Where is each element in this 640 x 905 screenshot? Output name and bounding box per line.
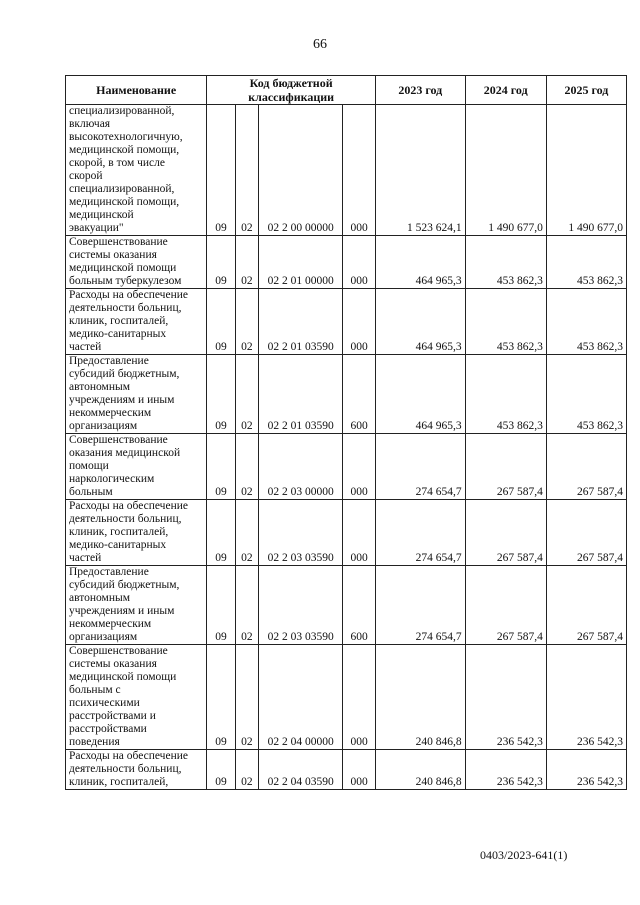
row-csr: 02 2 04 03590 [258,750,342,790]
row-2023: 240 846,8 [376,750,466,790]
row-rz: 09 [207,289,235,355]
row-2024: 267 587,4 [465,500,546,566]
row-pr: 02 [235,355,258,434]
row-2025: 236 542,3 [546,750,626,790]
row-2023: 274 654,7 [376,434,466,500]
row-2025: 1 490 677,0 [546,105,626,236]
row-vr: 600 [343,566,376,645]
row-csr: 02 2 01 03590 [258,355,342,434]
budget-table [65,75,627,790]
row-2023: 464 965,3 [376,355,466,434]
row-name: Совершенствование системы оказания медицинской помощи больным с психическими расстройствами и расстройствами поведения [66,645,207,750]
row-vr: 000 [343,105,376,236]
row-name: Расходы на обеспечение деятельности больниц, клиник, госпиталей, медико-санитарных частей [66,500,207,566]
row-2023: 1 523 624,1 [376,105,466,236]
row-2025: 453 862,3 [546,289,626,355]
row-pr: 02 [235,750,258,790]
table-row [66,289,627,355]
header-2025: 2025 год [546,76,626,105]
row-vr: 000 [343,434,376,500]
row-2023: 464 965,3 [376,289,466,355]
header-name: Наименование [66,76,207,105]
row-2025: 236 542,3 [546,645,626,750]
row-csr: 02 2 03 00000 [258,434,342,500]
row-name: Предоставление субсидий бюджетным, автономным учреждениям и иным некоммерческим организациям [66,566,207,645]
row-name: Совершенствование оказания медицинской помощи наркологическим больным [66,434,207,500]
row-pr: 02 [235,566,258,645]
document-number: 0403/2023-641(1) [480,848,568,862]
row-vr: 000 [343,289,376,355]
row-rz: 09 [207,500,235,566]
header-row [66,76,627,105]
row-vr: 000 [343,236,376,289]
row-rz: 09 [207,236,235,289]
row-2024: 453 862,3 [465,236,546,289]
row-2025: 267 587,4 [546,566,626,645]
row-2024: 236 542,3 [465,750,546,790]
page-number: 66 [313,37,327,52]
row-vr: 000 [343,750,376,790]
row-2023: 464 965,3 [376,236,466,289]
row-csr: 02 2 03 03590 [258,566,342,645]
row-rz: 09 [207,105,235,236]
row-rz: 09 [207,645,235,750]
row-csr: 02 2 03 03590 [258,500,342,566]
row-2023: 274 654,7 [376,566,466,645]
row-2024: 453 862,3 [465,289,546,355]
row-csr: 02 2 01 03590 [258,289,342,355]
row-2023: 274 654,7 [376,500,466,566]
table-row [66,355,627,434]
row-name: Совершенствование системы оказания медицинской помощи больным туберкулезом [66,236,207,289]
table-row [66,750,627,790]
table-row [66,105,627,236]
row-vr: 600 [343,355,376,434]
row-csr: 02 2 04 00000 [258,645,342,750]
row-2024: 453 862,3 [465,355,546,434]
header-2023: 2023 год [376,76,466,105]
row-name: Расходы на обеспечение деятельности больниц, клиник, госпиталей, медико-санитарных частей [66,289,207,355]
header-code: Код бюджетной классификации [207,76,376,105]
row-pr: 02 [235,105,258,236]
row-name: специализированной, включая высокотехнологичную, медицинской помощи, скорой, в том числе скорой специализированной, медицинской помощи, медицинской эвакуации" [66,105,207,236]
row-rz: 09 [207,750,235,790]
row-2025: 267 587,4 [546,500,626,566]
row-pr: 02 [235,289,258,355]
header-2024: 2024 год [465,76,546,105]
row-pr: 02 [235,500,258,566]
row-rz: 09 [207,566,235,645]
row-csr: 02 2 00 00000 [258,105,342,236]
table-row [66,500,627,566]
row-2025: 267 587,4 [546,434,626,500]
table-row [66,566,627,645]
row-vr: 000 [343,500,376,566]
row-pr: 02 [235,236,258,289]
row-2025: 453 862,3 [546,236,626,289]
row-2024: 267 587,4 [465,434,546,500]
table-row [66,236,627,289]
row-2024: 1 490 677,0 [465,105,546,236]
row-rz: 09 [207,434,235,500]
row-pr: 02 [235,434,258,500]
row-2023: 240 846,8 [376,645,466,750]
row-rz: 09 [207,355,235,434]
row-name: Предоставление субсидий бюджетным, автономным учреждениям и иным некоммерческим организациям [66,355,207,434]
row-2025: 453 862,3 [546,355,626,434]
row-2024: 236 542,3 [465,645,546,750]
row-csr: 02 2 01 00000 [258,236,342,289]
row-pr: 02 [235,645,258,750]
row-2024: 267 587,4 [465,566,546,645]
table-row [66,645,627,750]
row-vr: 000 [343,645,376,750]
row-name: Расходы на обеспечение деятельности больниц, клиник, госпиталей, [66,750,207,790]
table-row [66,434,627,500]
